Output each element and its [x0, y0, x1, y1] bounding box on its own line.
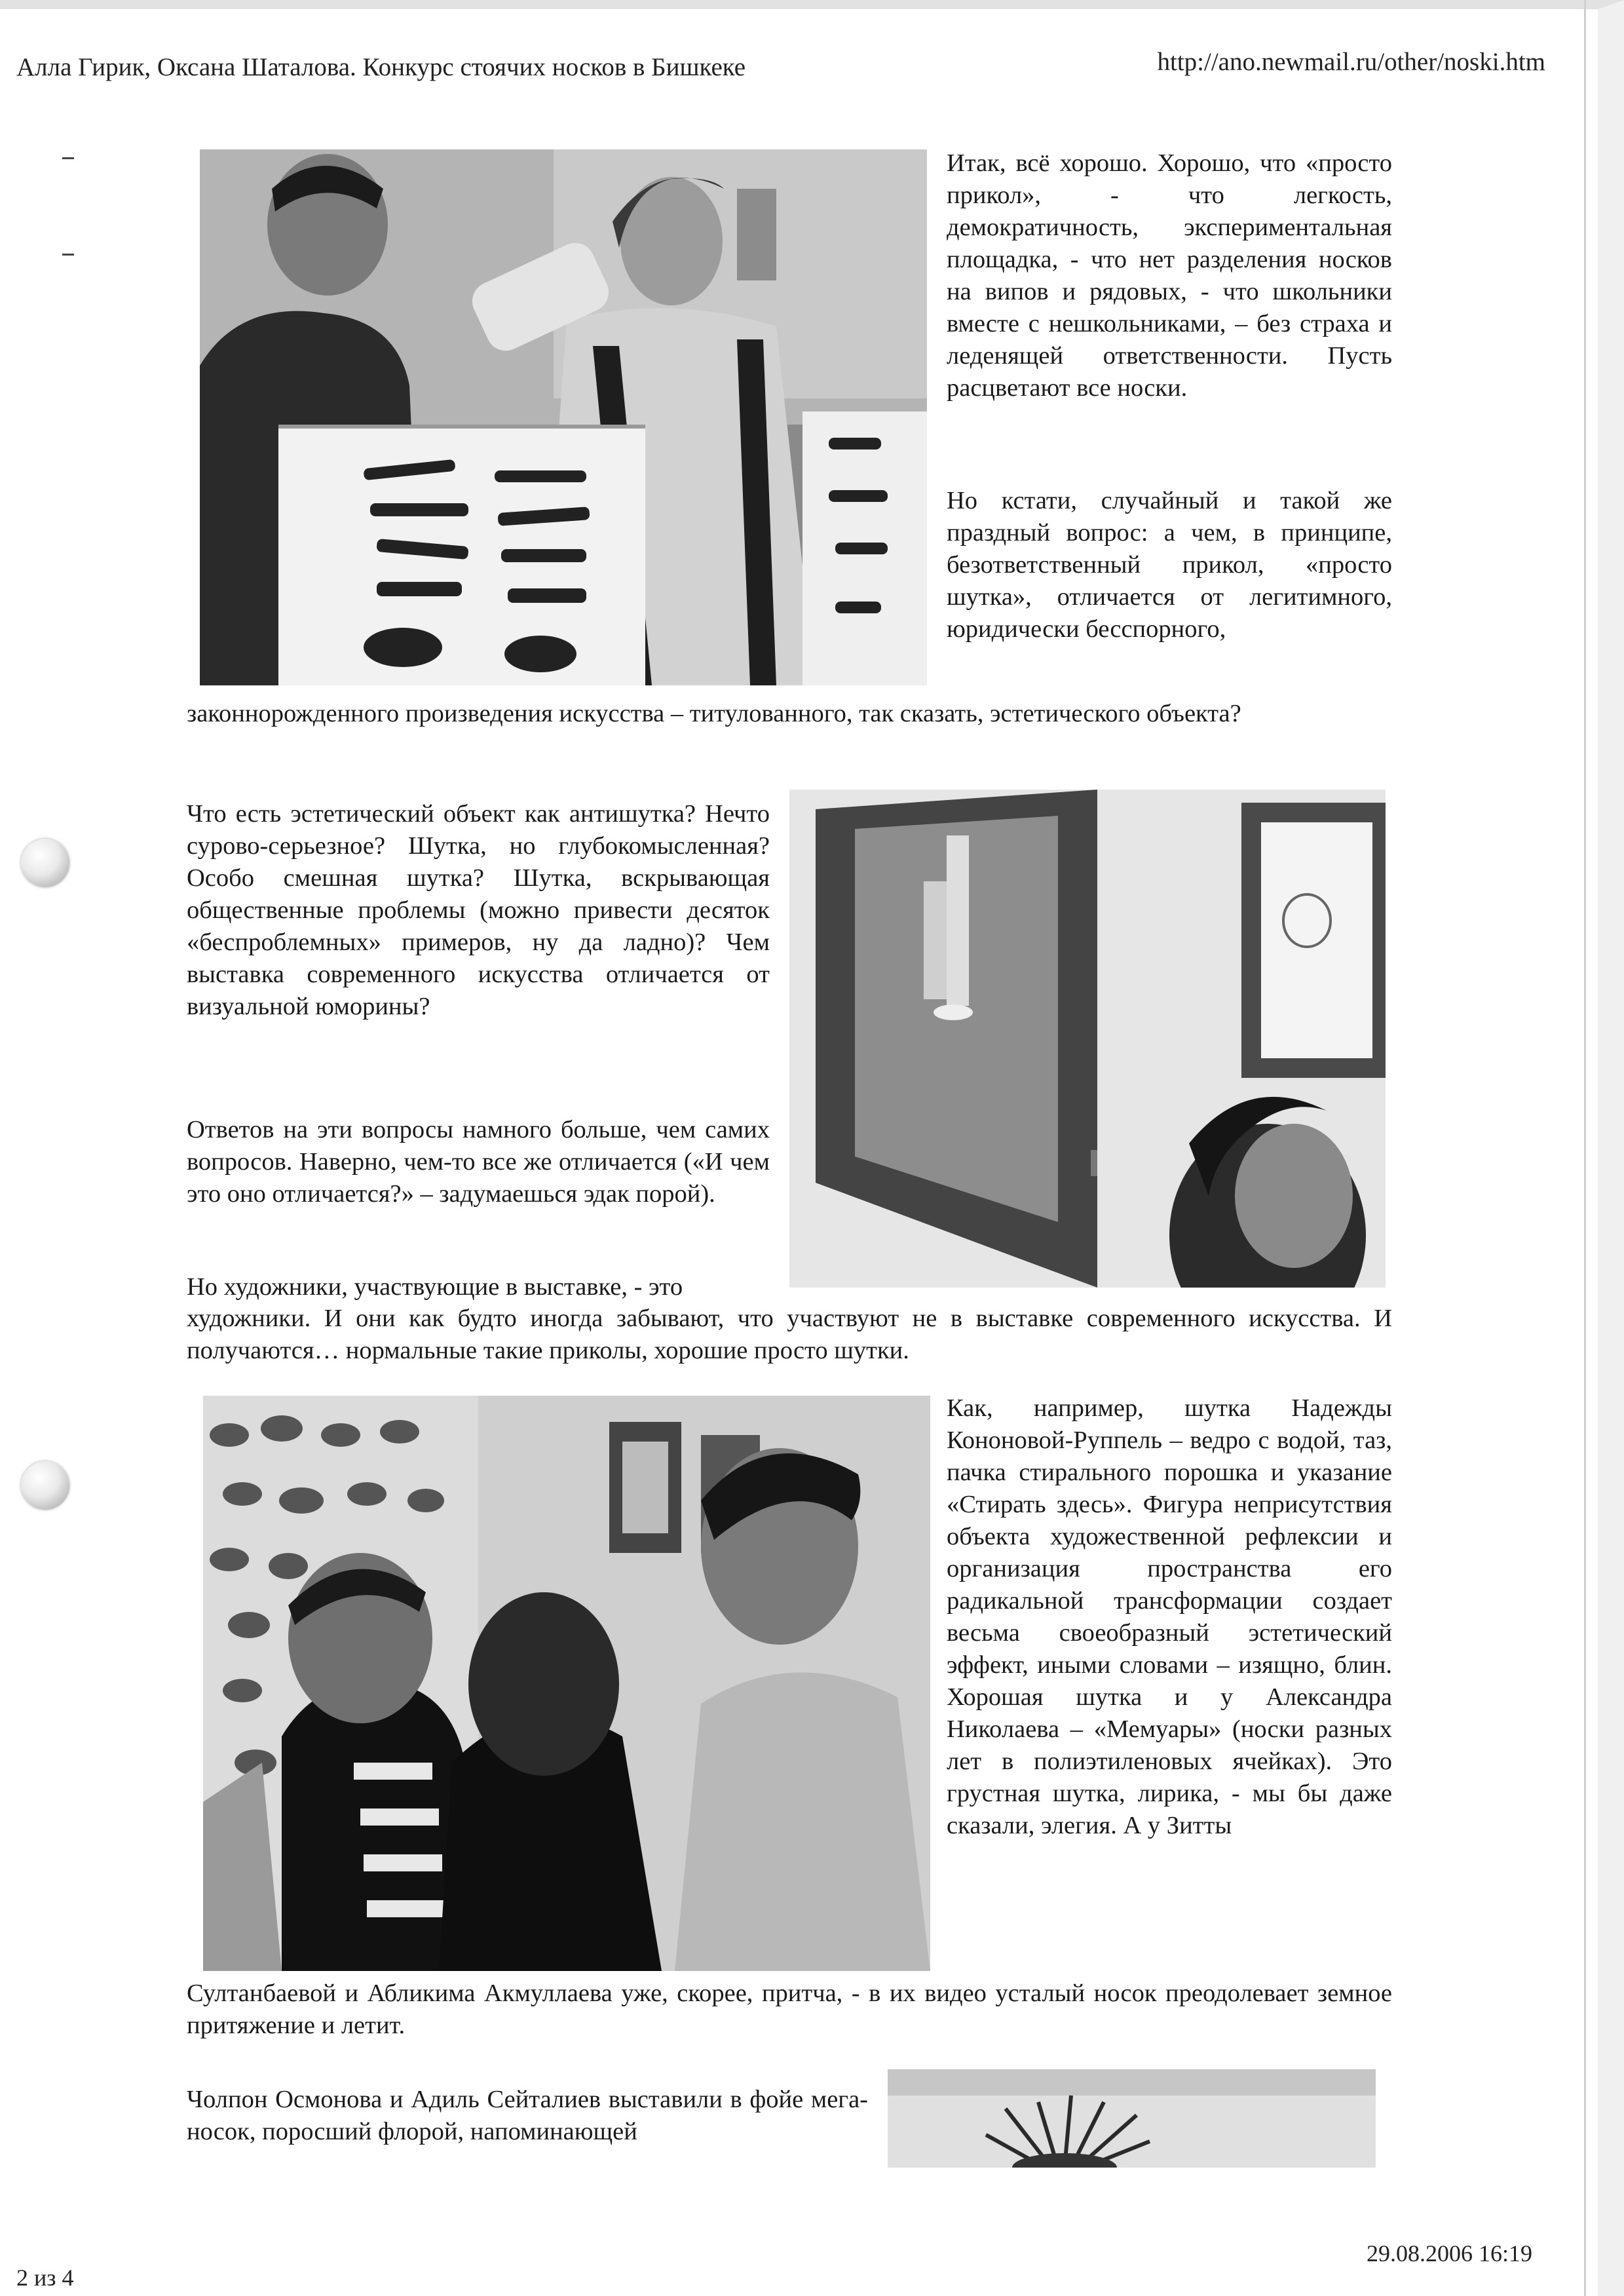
header-title: Алла Гирик, Оксана Шаталова. Конкурс стоячих носков в Бишкеке — [16, 53, 746, 81]
article-paragraph: Но художники, участвующие в выставке, - это — [187, 1273, 683, 1301]
photo-mega-sock — [888, 2069, 1376, 2168]
punch-hole — [21, 1461, 69, 1510]
article-paragraph-continued: Султанбаевой и Абликима Акмуллаева уже, скорее, притча, - в их видео усталый носок преодолевает земное притяжение и летит. — [187, 1980, 1392, 2039]
article-paragraph: Что есть эстетический объект как антишутка? Нечто сурово-серьезное? Шутка, но глубокомысленная? Особо смешная шутка? Шутка, вскрывающая общественные проблемы (можно привести десяток «беспроблемных» примеров, ну да ладно)? Чем выставка современного искусства отличается от визуальной юморины? — [187, 800, 770, 1020]
article-paragraph-continued: законнорожденного произведения искусства – титулованного, так сказать, эстетического объекта? — [187, 700, 1241, 727]
photo-gallery-wall — [789, 790, 1386, 1288]
margin-dash — [62, 157, 74, 159]
article-paragraph: Но кстати, случайный и такой же праздный вопрос: а чем, в принципе, безответственный прикол, «просто шутка», отличается от легитимного, юридически бесспорного, — [947, 487, 1392, 643]
photo-exhibition-crowd — [203, 1396, 930, 1971]
header-url: http://ano.newmail.ru/other/noski.htm — [1157, 48, 1545, 76]
margin-dash — [62, 254, 74, 256]
punch-hole — [21, 839, 69, 887]
article-paragraph: Чолпон Осмонова и Адиль Сейталиев выставили в фойе мега-носок, поросший флорой, напоминающей — [187, 2086, 868, 2145]
page-edge-line — [1584, 0, 1586, 2296]
article-paragraph: Итак, всё хорошо. Хорошо, что «просто прикол», - что легкость, демократичность, экспериментальная площадка, - что нет разделения носков на випов и рядовых, - что школьники вместе с нешкольниками, – без страха и леденящей ответственности. Пусть расцветают все носки. — [947, 149, 1392, 402]
article-paragraph: Ответов на эти вопросы намного больше, чем самих вопросов. Наверно, чем-то все же отличается («И чем это оно отличается?» – задумаешься эдак порой). — [187, 1116, 770, 1208]
photo-exhibition-visitors — [200, 149, 927, 685]
article-paragraph: Как, например, шутка Надежды Кононовой-Руппель – ведро с водой, таз, пачка стирального порошка и указание «Стирать здесь». Фигура неприсутствия объекта художественной рефлексии и организация пространства его радикальной трансформации создает весьма своеобразный эстетический эффект, иными словами – изящно, блин. Хорошая шутка и у Александра Николаева – «Мемуары» (носки разных лет в полиэтиленовых ячейках). Это грустная шутка, лирика, - мы бы даже сказали, элегия. А у Зитты — [947, 1394, 1392, 1839]
footer-page-number: 2 из 4 — [16, 2265, 74, 2291]
footer-datetime: 29.08.2006 16:19 — [1366, 2240, 1532, 2267]
article-paragraph-continued: художники. И они как будто иногда забывают, что участвуют не в выставке современного искусства. И получаются… нормальные такие приколы, хорошие просто шутки. — [187, 1305, 1392, 1364]
